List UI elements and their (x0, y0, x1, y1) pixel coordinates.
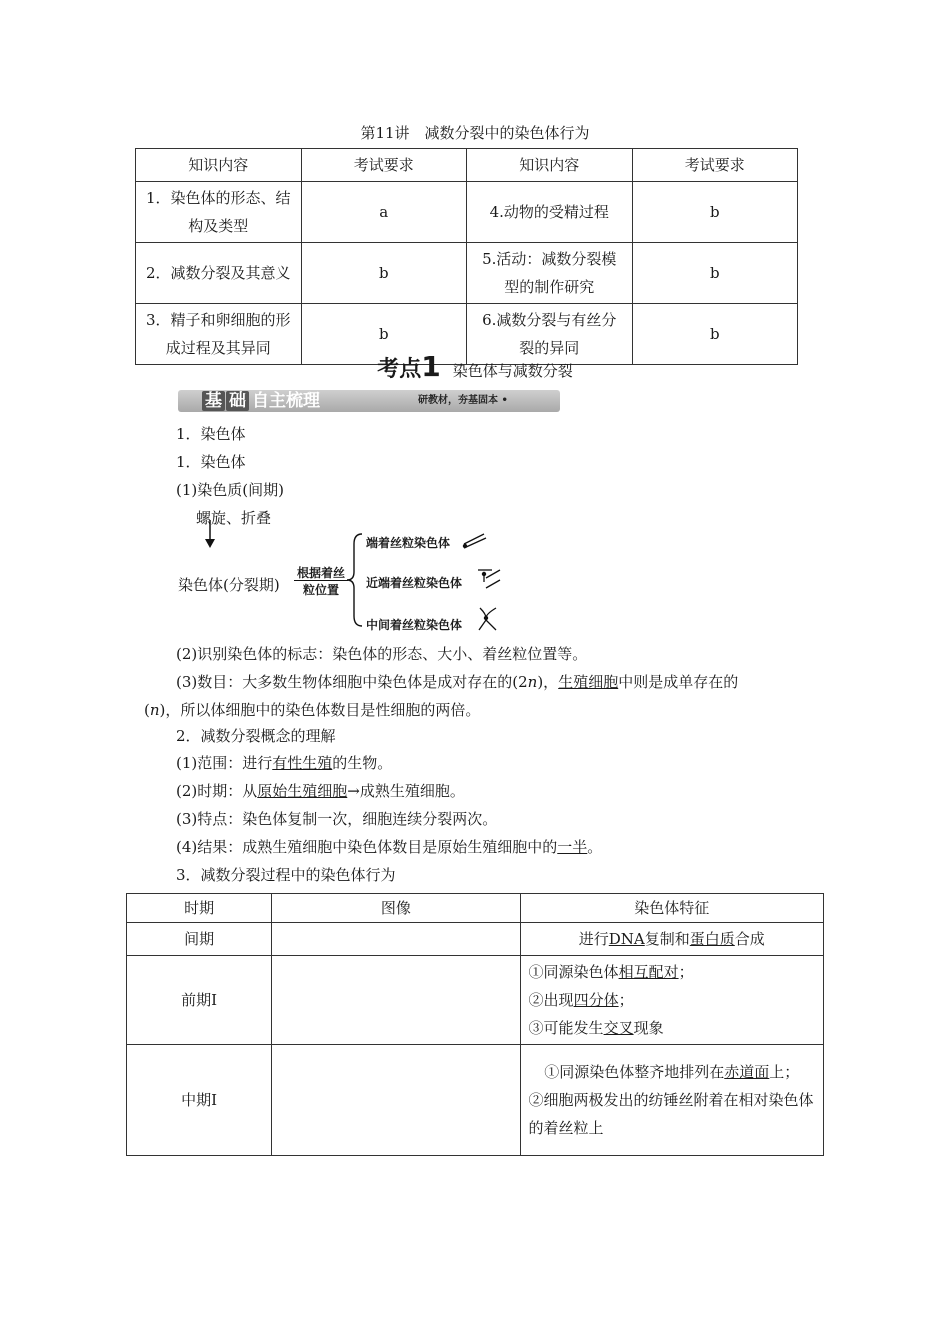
banner-rest: 自主梳理 (252, 391, 320, 411)
feat-underline: 四分体 (573, 991, 619, 1009)
acrocentric-chromosome-icon (474, 566, 504, 596)
item-1: (1)染色质(间期) (176, 481, 284, 499)
feature-cell (520, 923, 823, 956)
sec1-heading: 1．染色体 (176, 425, 246, 443)
table-cell: b (632, 243, 798, 304)
table-header-row (136, 149, 798, 182)
item-3-line-2 (144, 699, 480, 720)
item-2: (2)识别染色体的标志：染色体的形态、大小、着丝粒位置等。 (176, 645, 588, 663)
table-cell: b (632, 182, 798, 243)
chromosome-label: 染色体(分裂期) (178, 576, 280, 594)
feature-cell (520, 1045, 823, 1156)
lesson-title: 第11讲 减数分裂中的染色体行为 (360, 124, 590, 142)
table-cell: b (632, 304, 798, 365)
table-cell: b (301, 243, 467, 304)
s2-1-b: 的生物。 (332, 754, 393, 772)
sec2-item-3: (3)特点：染色体复制一次，细胞连续分裂两次。 (176, 810, 498, 828)
section-banner (178, 390, 560, 412)
period-cell: 前期Ⅰ (127, 956, 272, 1045)
table-cell: a (301, 182, 467, 243)
requirements-table (135, 148, 798, 365)
table-cell: 4.动物的受精过程 (467, 182, 633, 243)
basis-label-top: 根据着丝 (294, 566, 348, 581)
feat-text: ③可能发生 (528, 1019, 604, 1037)
header-cell: 知识内容 (136, 149, 302, 182)
table-row (127, 1045, 824, 1156)
arrow-label: 螺旋、折叠 (196, 509, 272, 527)
header-cell: 考试要求 (632, 149, 798, 182)
down-arrow-icon (200, 520, 220, 550)
feature-line (529, 1058, 815, 1086)
feat-text: 现象 (633, 1019, 664, 1037)
sec3-heading: 3．减数分裂过程中的染色体行为 (176, 866, 396, 884)
period-cell: 中期Ⅰ (127, 1045, 272, 1156)
feature-line (529, 1014, 815, 1042)
feat-text: ； (618, 991, 634, 1009)
image-cell (272, 956, 520, 1045)
sec2-item-2 (176, 780, 465, 801)
item3-part-b: )， (537, 673, 559, 691)
image-cell (272, 923, 520, 956)
header-cell: 图像 (272, 894, 520, 923)
basis-label-bottom: 粒位置 (302, 583, 339, 597)
feat-u1: DNA (608, 930, 645, 948)
table-cell: 3．精子和卵细胞的形成过程及其异同 (136, 304, 302, 365)
s2-4-b: 。 (587, 838, 603, 856)
kaodian-title: 染色体与减数分裂 (452, 362, 573, 380)
table-row (136, 182, 798, 243)
feat-u2: 蛋白质 (689, 930, 735, 948)
feat-underline: 交叉 (603, 1019, 634, 1037)
feature-line (529, 958, 815, 986)
item3-line2-n: n (149, 701, 160, 719)
table-cell: 6.减数分裂与有丝分裂的异同 (467, 304, 633, 365)
header-cell: 染色体特征 (520, 894, 823, 923)
table-row (127, 956, 824, 1045)
feat-text: ②出现 (528, 991, 574, 1009)
feat-b: 复制和 (644, 930, 690, 948)
feature-line: ②细胞两极发出的纺锤丝附着在相对染色体的着丝粒上 (528, 1091, 814, 1137)
banner-char-1: 基 (202, 391, 225, 411)
banner-slogan: 研教材，夯基固本 • (418, 395, 508, 406)
type-metacentric: 中间着丝粒染色体 (366, 618, 463, 632)
item3-line2-b: )，所以体细胞中的染色体数目是性细胞的两倍。 (159, 701, 481, 719)
sec1-subheading: 1．染色体 (176, 453, 246, 471)
brace-icon (344, 530, 364, 630)
item-3 (176, 671, 738, 692)
feat-text: 上； (769, 1063, 800, 1081)
sec2-heading: 2．减数分裂概念的理解 (176, 727, 336, 745)
metacentric-chromosome-icon (474, 604, 504, 634)
banner-char-2: 础 (226, 391, 249, 411)
feat-text: ①同源染色体整齐地排列在 (544, 1063, 725, 1081)
kaodian-label: 考点 (377, 357, 422, 382)
feat-underline: 相互配对 (618, 963, 679, 981)
s2-2-a: (2)时期：从 (176, 782, 258, 800)
feat-underline: 赤道面 (724, 1063, 770, 1081)
period-cell: 间期 (127, 923, 272, 956)
s2-1-underline: 有性生殖 (272, 754, 333, 772)
item3-underline: 生殖细胞 (558, 673, 619, 691)
feat-text: ①同源染色体 (528, 963, 619, 981)
sec2-item-1 (176, 752, 392, 773)
feat-text: ； (678, 963, 694, 981)
feature-line (529, 986, 815, 1014)
type-acrocentric: 近端着丝粒染色体 (366, 576, 463, 590)
telocentric-chromosome-icon (460, 530, 490, 554)
banner-title (202, 390, 320, 412)
table-header-row (127, 894, 824, 923)
s2-2-b: →成熟生殖细胞。 (347, 782, 465, 800)
sec2-item-4 (176, 836, 602, 857)
table-cell: 2．减数分裂及其意义 (136, 243, 302, 304)
s2-2-underline: 原始生殖细胞 (257, 782, 348, 800)
table-cell: b (301, 304, 467, 365)
feature-cell (520, 956, 823, 1045)
item3-line2-a: ( (144, 701, 150, 719)
kaodian-number: 1 (421, 350, 441, 383)
s2-1-a: (1)范围：进行 (176, 754, 273, 772)
header-cell: 考试要求 (301, 149, 467, 182)
item3-part-a: (3)数目：大多数生物体细胞中染色体是成对存在的(2 (176, 673, 528, 691)
header-cell: 知识内容 (467, 149, 633, 182)
table-row (127, 923, 824, 956)
image-cell (272, 1045, 520, 1156)
feat-a: 进行 (578, 930, 609, 948)
table-row (136, 243, 798, 304)
table-cell: 5.活动：减数分裂模型的制作研究 (467, 243, 633, 304)
meiosis-table (126, 893, 824, 1156)
s2-4-a: (4)结果：成熟生殖细胞中染色体数目是原始生殖细胞中的 (176, 838, 558, 856)
kaodian-heading (0, 350, 950, 383)
type-telocentric: 端着丝粒染色体 (366, 536, 451, 550)
header-cell: 时期 (127, 894, 272, 923)
s2-4-underline: 一半 (557, 838, 588, 856)
item3-part-c: 中则是成单存在的 (618, 673, 739, 691)
feat-c: 合成 (734, 930, 765, 948)
table-cell: 1．染色体的形态、结构及类型 (136, 182, 302, 243)
item3-n: n (527, 673, 538, 691)
